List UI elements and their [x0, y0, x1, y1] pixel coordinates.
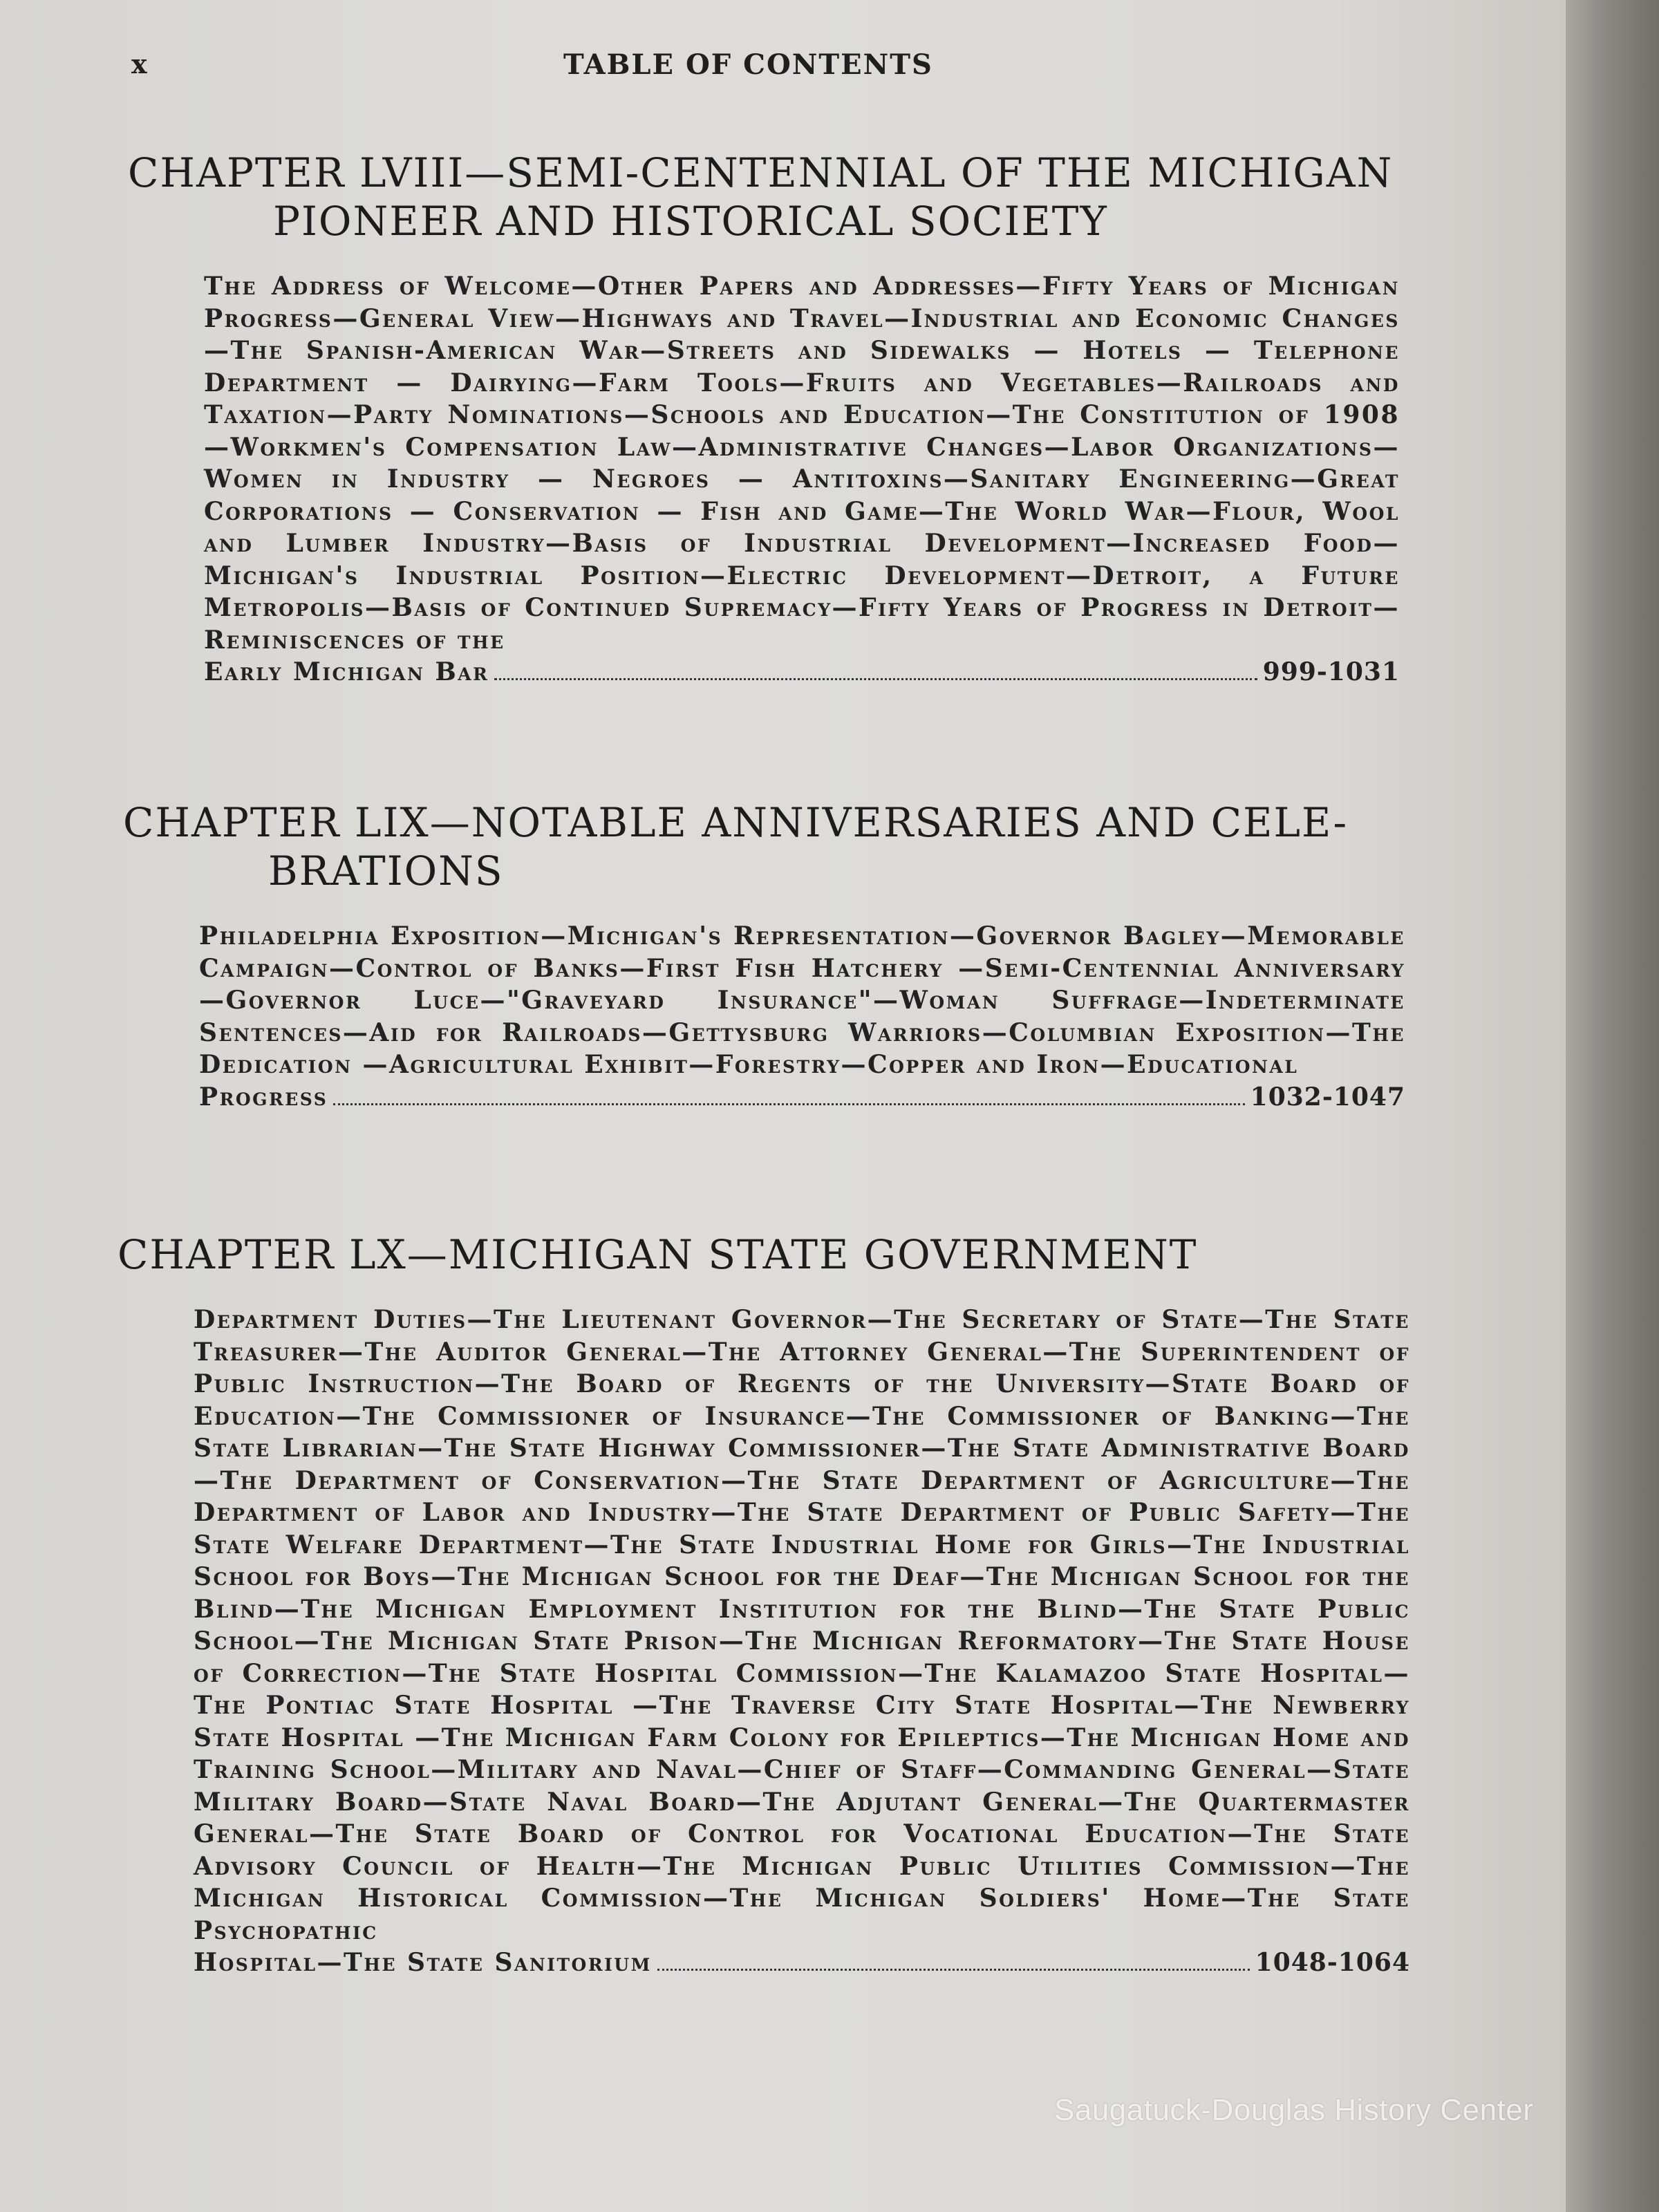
chapter-topics: The Address of Welcome—Other Papers and Addresses—Fifty Years of Michigan Progress—General View—Highways and Travel—Industrial and Economic Changes—The Spanish-American War—Streets and Sidewalks — Hotels — Telephone Department — Dairying—Farm Tools—Fruits and Vegetables—Railroads and Taxation—Party Nominations—Schools and Education—The Constitution of 1908—Workmen's Compensation Law—Administrative Changes—Labor Organizations—Women in Industry — Negroes — Antitoxins—Sanitary Engineering—Great Corporations — Conservation — Fish and Game—The World War—Flour, Wool and Lumber Industry—Basis of Industrial Development—Increased Food—Michigan's Industrial Position—Electric Development—Detroit, a Future Metropolis—Basis of Continued Supremacy—Fifty Years of Progress in Detroit—Reminiscences of the — [204, 272, 1400, 655]
chapter-title-line: PIONEER AND HISTORICAL SOCIETY — [273, 198, 1108, 245]
watermark: Saugatuck-Douglas History Center — [1054, 2093, 1534, 2127]
running-head — [131, 48, 1376, 83]
page-range: 1032-1047 — [1250, 1082, 1405, 1112]
chapter-title — [128, 149, 1400, 245]
chapter-title — [118, 1230, 1410, 1279]
chapter-title-line: BRATIONS — [268, 847, 504, 894]
chapter-topics: Department Duties—The Lieutenant Governor—The Secretary of State—The State Treasurer—The Auditor General—The Attorney General—The Superintendent of Public Instruction—The Board of Regents of the University—State Board of Education—The Commissioner of Insurance—The Commissioner of Banking—The State Librarian—The State Highway Commissioner—The State Administrative Board—The Department of Conservation—The State Department of Agriculture—The Department of Labor and Industry—The State Department of Public Safety—The State Welfare Department—The State Industrial Home for Girls—The Industrial School for Boys—The Michigan School for the Deaf—The Michigan School for the Blind—The Michigan Employment Institution for the Blind—The State Public School—The Michigan State Prison—The Michigan Reformatory—The State House of Correction—The State Hospital Commission—The Kalamazoo State Hospital—The Pontiac State Hospital —The Traverse City State Hospital—The Newberry State Hospital —The Michigan Farm Colony for Epileptics—The Michigan Home and Training School—Military and Naval—Chief of Staff—Commanding General—State Military Board—State Naval Board—The Adjutant General—The Quartermaster General—The State Board of Control for Vocational Education—The State Advisory Council of Health—The Michigan Public Utilities Commission—The Michigan Historical Commission—The Michigan Soldiers' Home—The State Psychopathic — [194, 1305, 1410, 1945]
chapter-entry — [123, 798, 1405, 1113]
chapter-page-line — [194, 1947, 1410, 1978]
chapter-entry — [128, 149, 1400, 688]
chapter-entry — [118, 1230, 1410, 1978]
chapter-page-line — [204, 656, 1400, 688]
page-range: 1048-1064 — [1255, 1948, 1410, 1977]
chapter-last-topic: Hospital—The State Sanitorium — [194, 1948, 652, 1977]
page-range: 999-1031 — [1262, 657, 1400, 686]
chapter-title — [123, 798, 1405, 895]
chapter-topics: Philadelphia Exposition—Michigan's Representation—Governor Bagley—Memorable Campaign—Control of Banks—First Fish Hatchery —Semi-Centennial Anniversary—Governor Luce—"Graveyard Insurance"—Woman Suffrage—Indeterminate Sentences—Aid for Railroads—Gettysburg Warriors—Columbian Exposition—The Dedication —Agricultural Exhibit—Forestry—Copper and Iron—Educational — [199, 921, 1405, 1079]
dot-leader — [494, 677, 1257, 680]
page-number: x — [131, 48, 147, 79]
page-header-title: TABLE OF CONTENTS — [563, 48, 933, 81]
dot-leader — [657, 1968, 1250, 1971]
dot-leader — [333, 1103, 1244, 1105]
chapter-page-line — [199, 1081, 1405, 1113]
chapter-title-line: CHAPTER LIX—NOTABLE ANNIVERSARIES AND CELE- — [123, 799, 1349, 846]
chapter-title-line: CHAPTER LX—MICHIGAN STATE GOVERNMENT — [118, 1231, 1198, 1278]
book-page-edge — [1566, 0, 1659, 2212]
chapter-last-topic: Progress — [199, 1082, 328, 1112]
chapter-title-line: CHAPTER LVIII—SEMI-CENTENNIAL OF THE MICHIGAN — [128, 149, 1394, 196]
chapter-last-topic: Early Michigan Bar — [204, 657, 489, 686]
